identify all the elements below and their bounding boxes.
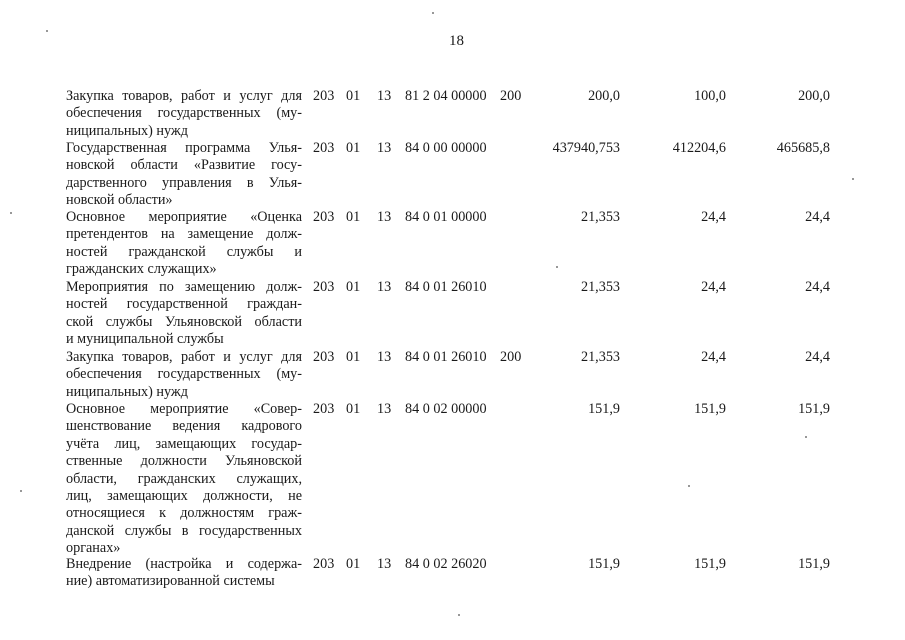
description-line: ностей государственной граждан- <box>66 296 302 313</box>
description-line: ской службы Ульяновской области <box>66 313 302 330</box>
amount-year-3: 151,9 <box>798 556 830 572</box>
description-line: дарственного управления в Улья- <box>66 174 302 191</box>
amount-year-1: 151,9 <box>588 401 620 417</box>
ministry-code: 203 <box>313 349 335 365</box>
scan-speck <box>805 436 807 438</box>
description-line: ностей гражданской службы и <box>66 243 302 260</box>
section-code: 01 <box>346 88 361 104</box>
subsection-code: 13 <box>377 88 392 104</box>
description-line: относящиеся к должностям граж- <box>66 505 302 522</box>
description-line: Основное мероприятие «Совер- <box>66 401 302 417</box>
row-description <box>66 209 302 279</box>
row-description <box>66 349 302 401</box>
description-line: ниципальных) нужд <box>66 122 188 139</box>
target-article-code: 84 0 02 00000 <box>405 401 487 417</box>
row-description <box>66 401 302 558</box>
amount-year-1: 21,353 <box>580 349 620 365</box>
amount-year-1: 200,0 <box>588 88 620 104</box>
ministry-code: 203 <box>313 209 335 225</box>
scan-speck <box>10 212 12 214</box>
row-description <box>66 140 302 210</box>
scan-speck <box>432 12 434 14</box>
amount-year-2: 100,0 <box>694 88 726 104</box>
ministry-code: 203 <box>313 140 335 156</box>
target-article-code: 84 0 01 26010 <box>405 279 487 295</box>
description-line: обеспечения государственных (му- <box>66 105 302 122</box>
section-code: 01 <box>346 140 361 156</box>
ministry-code: 203 <box>313 556 335 572</box>
amount-year-3: 151,9 <box>798 401 830 417</box>
expense-type-code: 200 <box>500 88 522 104</box>
amount-year-1: 151,9 <box>588 556 620 572</box>
row-description <box>66 556 302 591</box>
amount-year-1: 437940,753 <box>552 140 620 156</box>
description-line: лиц, замещающих должности, не <box>66 488 302 505</box>
section-code: 01 <box>346 209 361 225</box>
description-line: претендентов на замещение долж- <box>66 226 302 243</box>
amount-year-3: 24,4 <box>805 209 830 225</box>
description-line: новской области» <box>66 192 173 209</box>
description-line: и муниципальной службы <box>66 331 224 348</box>
description-line: гражданских служащих» <box>66 261 217 278</box>
ministry-code: 203 <box>313 88 335 104</box>
expense-type-code: 200 <box>500 349 522 365</box>
amount-year-2: 24,4 <box>701 349 726 365</box>
target-article-code: 84 0 02 26020 <box>405 556 487 572</box>
description-line: Внедрение (настройка и содержа- <box>66 556 302 572</box>
ministry-code: 203 <box>313 401 335 417</box>
description-line: учёта лиц, замещающих государ- <box>66 435 302 452</box>
amount-year-3: 465685,8 <box>776 140 830 156</box>
subsection-code: 13 <box>377 279 392 295</box>
amount-year-2: 412204,6 <box>672 140 726 156</box>
subsection-code: 13 <box>377 209 392 225</box>
description-line: органах» <box>66 540 121 557</box>
scan-speck <box>20 490 22 492</box>
description-line: обеспечения государственных (му- <box>66 366 302 383</box>
description-line: ственные должности Ульяновской <box>66 453 302 470</box>
target-article-code: 84 0 01 00000 <box>405 209 487 225</box>
amount-year-2: 151,9 <box>694 556 726 572</box>
subsection-code: 13 <box>377 556 392 572</box>
scan-speck <box>458 614 460 616</box>
row-description <box>66 279 302 349</box>
section-code: 01 <box>346 349 361 365</box>
description-line: данской службы в государственных <box>66 522 302 539</box>
scan-speck <box>46 30 48 32</box>
section-code: 01 <box>346 401 361 417</box>
amount-year-2: 151,9 <box>694 401 726 417</box>
scan-speck <box>688 485 690 487</box>
description-line: Закупка товаров, работ и услуг для <box>66 349 302 365</box>
amount-year-1: 21,353 <box>580 279 620 295</box>
target-article-code: 84 0 00 00000 <box>405 140 487 156</box>
subsection-code: 13 <box>377 401 392 417</box>
description-line: ние) автоматизированной системы <box>66 573 275 590</box>
target-article-code: 81 2 04 00000 <box>405 88 487 104</box>
description-line: Закупка товаров, работ и услуг для <box>66 88 302 104</box>
amount-year-3: 200,0 <box>798 88 830 104</box>
section-code: 01 <box>346 279 361 295</box>
description-line: области, гражданских служащих, <box>66 470 302 487</box>
amount-year-2: 24,4 <box>701 209 726 225</box>
description-line: Мероприятия по замещению долж- <box>66 279 302 295</box>
amount-year-3: 24,4 <box>805 279 830 295</box>
amount-year-1: 21,353 <box>580 209 620 225</box>
description-line: ниципальных) нужд <box>66 383 188 400</box>
section-code: 01 <box>346 556 361 572</box>
subsection-code: 13 <box>377 140 392 156</box>
description-line: Государственная программа Улья- <box>66 140 302 156</box>
page-number: 18 <box>449 33 464 49</box>
amount-year-2: 24,4 <box>701 279 726 295</box>
scan-speck <box>852 178 854 180</box>
description-line: шенствование ведения кадрового <box>66 418 302 435</box>
description-line: Основное мероприятие «Оценка <box>66 209 302 225</box>
description-line: новской области «Развитие госу- <box>66 157 302 174</box>
row-description <box>66 88 302 140</box>
ministry-code: 203 <box>313 279 335 295</box>
subsection-code: 13 <box>377 349 392 365</box>
amount-year-3: 24,4 <box>805 349 830 365</box>
target-article-code: 84 0 01 26010 <box>405 349 487 365</box>
scan-speck <box>556 266 558 268</box>
